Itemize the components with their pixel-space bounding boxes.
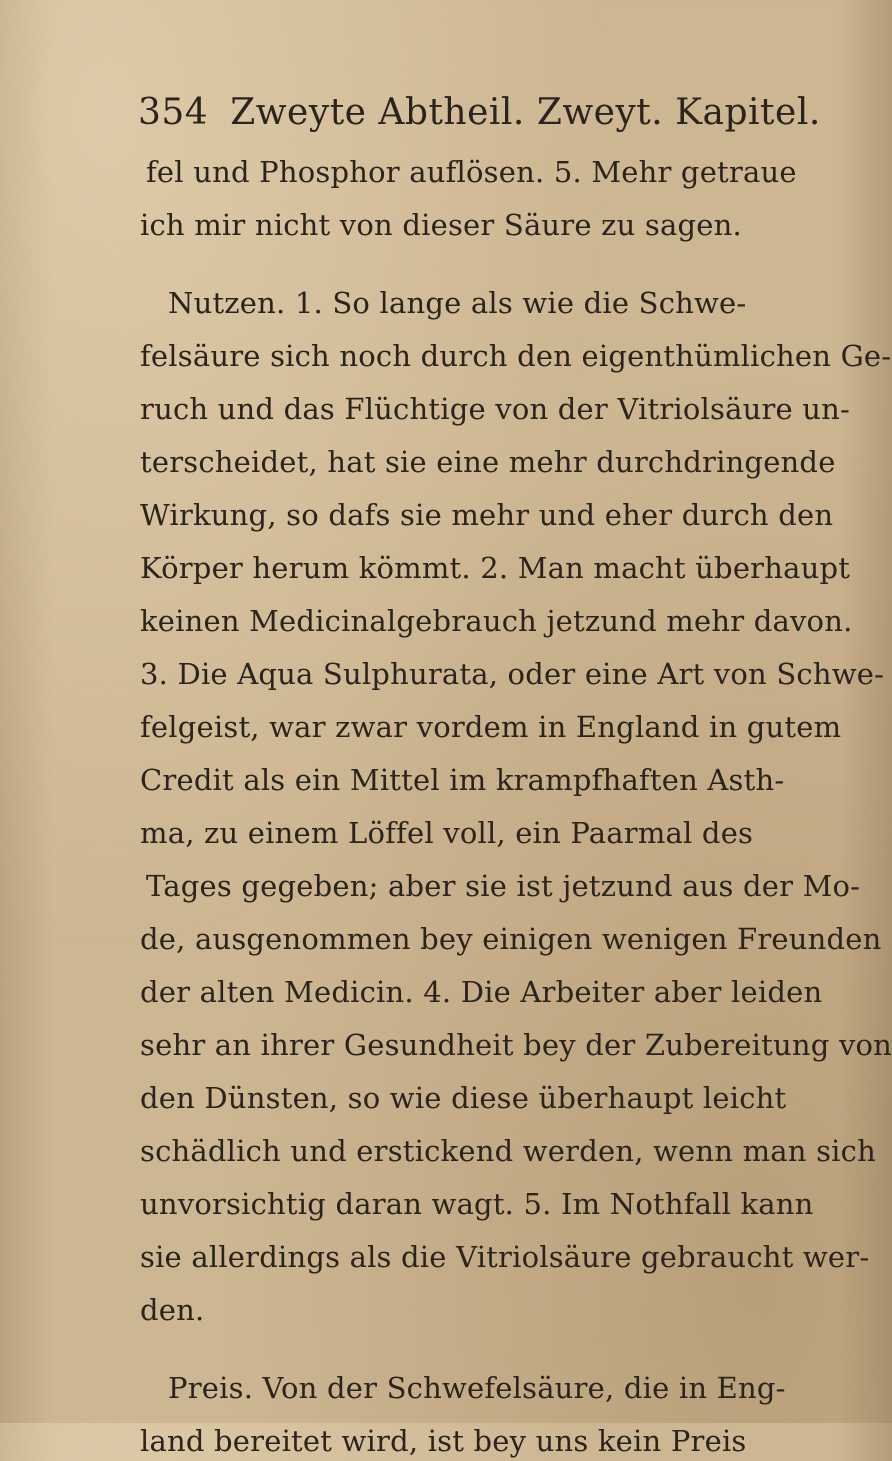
running-title: Zweyte Abtheil. Zweyt. Kapitel. — [230, 92, 821, 133]
text-line: Tages gegeben; aber sie ist jetzund aus der Mo- — [146, 869, 861, 903]
text-line: den. — [140, 1293, 205, 1327]
text-line: Credit als ein Mittel im krampfhaften Asth- — [140, 763, 785, 797]
text-line: der alten Medicin. 4. Die Arbeiter aber leiden — [140, 975, 823, 1009]
text-line: den Dünsten, so wie diese überhaupt leicht — [140, 1081, 787, 1115]
text-line: schädlich und erstickend werden, wenn man sich — [140, 1134, 876, 1168]
text-line: sehr an ihrer Gesundheit bey der Zubereitung von — [140, 1028, 892, 1062]
page-number: 354 — [138, 92, 209, 133]
text-line: sie allerdings als die Vitriolsäure gebraucht wer- — [140, 1240, 870, 1274]
text-line: felsäure sich noch durch den eigenthümlichen Ge- — [140, 339, 892, 373]
text-line: de, ausgenommen bey einigen wenigen Freunden — [140, 922, 882, 956]
section-heading-line: Nutzen. 1. So lange als wie die Schwe- — [168, 286, 747, 320]
text-line: Wirkung, so dafs sie mehr und eher durch den — [140, 498, 834, 532]
section-heading-line: Preis. Von der Schwefelsäure, die in Eng- — [168, 1371, 786, 1405]
text-line: ma, zu einem Löffel voll, ein Paarmal des — [140, 816, 754, 850]
text-line: land bereitet wird, ist bey uns kein Preis — [140, 1424, 747, 1458]
text-line: felgeist, war zwar vordem in England in gutem — [140, 710, 842, 744]
text-line: ruch und das Flüchtige von der Vitriolsäure un- — [140, 392, 851, 426]
text-line: ich mir nicht von dieser Säure zu sagen. — [140, 208, 742, 242]
text-line: Körper herum kömmt. 2. Man macht überhaupt — [140, 551, 851, 585]
text-line: terscheidet, hat sie eine mehr durchdringende — [140, 445, 836, 479]
text-line: unvorsichtig daran wagt. 5. Im Nothfall kann — [140, 1187, 814, 1221]
text-line: 3. Die Aqua Sulphurata, oder eine Art von Schwe- — [140, 657, 885, 691]
text-line: keinen Medicinalgebrauch jetzund mehr davon. — [140, 604, 853, 638]
text-line: fel und Phosphor auflösen. 5. Mehr getraue — [146, 155, 797, 189]
